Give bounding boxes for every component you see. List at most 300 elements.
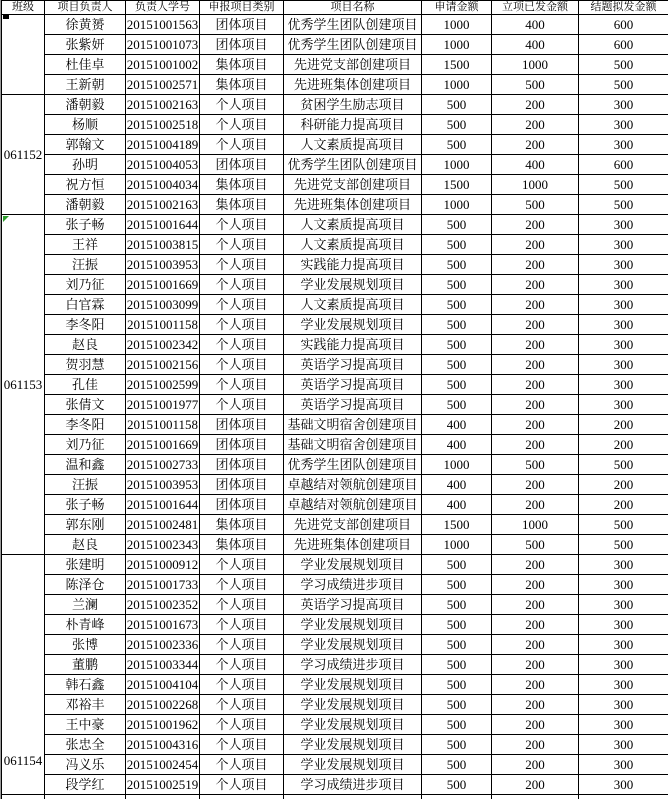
- cell-category[interactable]: 集体项目: [200, 515, 284, 535]
- cell-name[interactable]: 王祥: [45, 235, 126, 255]
- cell-category[interactable]: 个人项目: [200, 315, 284, 335]
- table-row: [2, 275, 668, 295]
- cell-category[interactable]: 团体项目: [200, 35, 284, 55]
- cell-name[interactable]: 潘朝毅: [45, 95, 126, 115]
- cell-project-name[interactable]: 学业发展规划项目: [284, 735, 422, 755]
- cell-category[interactable]: 团体项目: [200, 455, 284, 475]
- header-project-name[interactable]: 项目名称: [284, 1, 422, 15]
- cell-name[interactable]: 赵良: [45, 535, 126, 555]
- cell-project-name[interactable]: 实践能力提高项目: [284, 255, 422, 275]
- table-row: [2, 155, 668, 175]
- cell-name[interactable]: 陈泽仓: [45, 575, 126, 595]
- cell-name[interactable]: 刘乃征: [45, 275, 126, 295]
- cell-empty[interactable]: [45, 795, 126, 799]
- cell-final-amount[interactable]: 500: [579, 535, 668, 555]
- cell-student-id[interactable]: 20151002336: [126, 635, 200, 655]
- cell-category[interactable]: 个人项目: [200, 775, 284, 795]
- cell-applied-amount[interactable]: 500: [422, 395, 492, 415]
- cell-applied-amount[interactable]: 1000: [422, 455, 492, 475]
- cell-final-amount[interactable]: 300: [579, 375, 668, 395]
- cell-name[interactable]: 韩石鑫: [45, 675, 126, 695]
- cell-applied-amount[interactable]: 1000: [422, 75, 492, 95]
- cell-issued-amount[interactable]: 200: [492, 575, 579, 595]
- cell-category[interactable]: 团体项目: [200, 155, 284, 175]
- cell-empty[interactable]: [2, 795, 45, 799]
- cell-student-id[interactable]: 20151002519: [126, 775, 200, 795]
- cell-name[interactable]: 朴青峰: [45, 615, 126, 635]
- cell-name[interactable]: 杨顺: [45, 115, 126, 135]
- cell-name[interactable]: 祝方恒: [45, 175, 126, 195]
- cell-student-id[interactable]: 20151001002: [126, 55, 200, 75]
- cell-issued-amount[interactable]: 200: [492, 255, 579, 275]
- cell-applied-amount[interactable]: 500: [422, 275, 492, 295]
- cell-empty[interactable]: [579, 795, 668, 799]
- cell-final-amount[interactable]: 300: [579, 395, 668, 415]
- cell-category[interactable]: 团体项目: [200, 15, 284, 35]
- cell-category[interactable]: 个人项目: [200, 215, 284, 235]
- cell-name[interactable]: 董鹏: [45, 655, 126, 675]
- cell-applied-amount[interactable]: 500: [422, 255, 492, 275]
- cell-category[interactable]: 集体项目: [200, 55, 284, 75]
- cell-applied-amount[interactable]: 500: [422, 115, 492, 135]
- cell-applied-amount[interactable]: 500: [422, 715, 492, 735]
- cell-student-id[interactable]: 20151002518: [126, 115, 200, 135]
- cell-issued-amount[interactable]: 200: [492, 695, 579, 715]
- cell-project-name[interactable]: 英语学习提高项目: [284, 355, 422, 375]
- cell-project-name[interactable]: 先进班集体创建项目: [284, 195, 422, 215]
- cell-issued-amount[interactable]: 400: [492, 15, 579, 35]
- cell-category[interactable]: 个人项目: [200, 235, 284, 255]
- cell-applied-amount[interactable]: 1000: [422, 535, 492, 555]
- cell-class[interactable]: [2, 15, 45, 95]
- cell-student-id[interactable]: 20151001733: [126, 575, 200, 595]
- cell-name[interactable]: 张紫妍: [45, 35, 126, 55]
- cell-issued-amount[interactable]: 200: [492, 615, 579, 635]
- cell-name[interactable]: 张子畅: [45, 495, 126, 515]
- cell-final-amount[interactable]: 300: [579, 735, 668, 755]
- cell-empty[interactable]: [422, 795, 492, 799]
- cell-issued-amount[interactable]: 1000: [492, 175, 579, 195]
- cell-issued-amount[interactable]: 500: [492, 195, 579, 215]
- cell-applied-amount[interactable]: 500: [422, 695, 492, 715]
- cell-issued-amount[interactable]: 1000: [492, 55, 579, 75]
- cell-student-id[interactable]: 20151004053: [126, 155, 200, 175]
- cell-issued-amount[interactable]: 200: [492, 675, 579, 695]
- cell-student-id[interactable]: 20151002481: [126, 515, 200, 535]
- cell-category[interactable]: 个人项目: [200, 635, 284, 655]
- cell-project-name[interactable]: 科研能力提高项目: [284, 115, 422, 135]
- cell-applied-amount[interactable]: 500: [422, 655, 492, 675]
- cell-final-amount[interactable]: 300: [579, 115, 668, 135]
- cell-student-id[interactable]: 20151001563: [126, 15, 200, 35]
- cell-name[interactable]: 郭翰文: [45, 135, 126, 155]
- cell-name[interactable]: 李冬阳: [45, 415, 126, 435]
- cell-final-amount[interactable]: 300: [579, 635, 668, 655]
- header-category[interactable]: 申报项目类别: [200, 1, 284, 15]
- cell-applied-amount[interactable]: 400: [422, 475, 492, 495]
- cell-name[interactable]: 汪振: [45, 475, 126, 495]
- cell-student-id[interactable]: 20151004104: [126, 675, 200, 695]
- cell-name[interactable]: 张倩文: [45, 395, 126, 415]
- cell-project-name[interactable]: 人文素质提高项目: [284, 295, 422, 315]
- cell-project-name[interactable]: 学业发展规划项目: [284, 755, 422, 775]
- cell-issued-amount[interactable]: 1000: [492, 515, 579, 535]
- cell-applied-amount[interactable]: 500: [422, 675, 492, 695]
- cell-applied-amount[interactable]: 1000: [422, 195, 492, 215]
- cell-category[interactable]: 个人项目: [200, 595, 284, 615]
- cell-category[interactable]: 个人项目: [200, 695, 284, 715]
- cell-applied-amount[interactable]: 500: [422, 635, 492, 655]
- cell-student-id[interactable]: 20151002268: [126, 695, 200, 715]
- cell-student-id[interactable]: 20151002156: [126, 355, 200, 375]
- cell-empty[interactable]: [284, 795, 422, 799]
- cell-applied-amount[interactable]: 500: [422, 215, 492, 235]
- cell-final-amount[interactable]: 500: [579, 195, 668, 215]
- cell-issued-amount[interactable]: 400: [492, 35, 579, 55]
- cell-project-name[interactable]: 学业发展规划项目: [284, 715, 422, 735]
- cell-name[interactable]: 李冬阳: [45, 315, 126, 335]
- cell-empty[interactable]: [200, 795, 284, 799]
- cell-project-name[interactable]: 优秀学生团队创建项目: [284, 155, 422, 175]
- cell-project-name[interactable]: 学业发展规划项目: [284, 635, 422, 655]
- cell-applied-amount[interactable]: 500: [422, 295, 492, 315]
- cell-name[interactable]: 白官霖: [45, 295, 126, 315]
- cell-project-name[interactable]: 先进党支部创建项目: [284, 175, 422, 195]
- cell-student-id[interactable]: 20151002599: [126, 375, 200, 395]
- cell-student-id[interactable]: 20151004316: [126, 735, 200, 755]
- cell-name[interactable]: 兰澜: [45, 595, 126, 615]
- cell-empty[interactable]: [126, 795, 200, 799]
- cell-student-id[interactable]: 20151002343: [126, 535, 200, 555]
- cell-applied-amount[interactable]: 500: [422, 615, 492, 635]
- cell-applied-amount[interactable]: 1500: [422, 55, 492, 75]
- cell-student-id[interactable]: 20151003953: [126, 255, 200, 275]
- cell-category[interactable]: 个人项目: [200, 395, 284, 415]
- cell-student-id[interactable]: 20151002454: [126, 755, 200, 775]
- cell-applied-amount[interactable]: 500: [422, 755, 492, 775]
- cell-category[interactable]: 个人项目: [200, 275, 284, 295]
- cell-category[interactable]: 个人项目: [200, 575, 284, 595]
- cell-final-amount[interactable]: 500: [579, 455, 668, 475]
- cell-final-amount[interactable]: 200: [579, 435, 668, 455]
- cell-name[interactable]: 徐黄赟: [45, 15, 126, 35]
- cell-class[interactable]: [2, 95, 45, 215]
- cell-project-name[interactable]: 先进班集体创建项目: [284, 535, 422, 555]
- cell-final-amount[interactable]: 300: [579, 775, 668, 795]
- cell-name[interactable]: 汪振: [45, 255, 126, 275]
- cell-issued-amount[interactable]: 400: [492, 155, 579, 175]
- cell-name[interactable]: 张忠全: [45, 735, 126, 755]
- cell-issued-amount[interactable]: 200: [492, 115, 579, 135]
- cell-name[interactable]: 张博: [45, 635, 126, 655]
- header-student-id[interactable]: 负责人学号: [126, 1, 200, 15]
- cell-category[interactable]: 团体项目: [200, 435, 284, 455]
- cell-name[interactable]: 段学红: [45, 775, 126, 795]
- cell-class[interactable]: [2, 215, 45, 555]
- cell-category[interactable]: 个人项目: [200, 115, 284, 135]
- cell-issued-amount[interactable]: 200: [492, 215, 579, 235]
- cell-issued-amount[interactable]: 200: [492, 495, 579, 515]
- cell-issued-amount[interactable]: 200: [492, 335, 579, 355]
- cell-category[interactable]: 集体项目: [200, 535, 284, 555]
- cell-student-id[interactable]: 20151003953: [126, 475, 200, 495]
- cell-project-name[interactable]: 基础文明宿舍创建项目: [284, 415, 422, 435]
- cell-applied-amount[interactable]: 1000: [422, 35, 492, 55]
- cell-name[interactable]: 郭东刚: [45, 515, 126, 535]
- cell-category[interactable]: 个人项目: [200, 675, 284, 695]
- cell-category[interactable]: 个人项目: [200, 295, 284, 315]
- cell-category[interactable]: 团体项目: [200, 415, 284, 435]
- cell-student-id[interactable]: 20151001669: [126, 275, 200, 295]
- class-label: 061154: [3, 753, 43, 768]
- cell-final-amount[interactable]: 300: [579, 335, 668, 355]
- table-row: [2, 35, 668, 55]
- cell-final-amount[interactable]: 300: [579, 715, 668, 735]
- cell-final-amount[interactable]: 300: [579, 655, 668, 675]
- cell-student-id[interactable]: 20151004189: [126, 135, 200, 155]
- cell-issued-amount[interactable]: 200: [492, 315, 579, 335]
- cell-issued-amount[interactable]: 500: [492, 455, 579, 475]
- cell-student-id[interactable]: 20151002571: [126, 75, 200, 95]
- cell-issued-amount[interactable]: 200: [492, 295, 579, 315]
- cell-issued-amount[interactable]: 200: [492, 595, 579, 615]
- cell-category[interactable]: 个人项目: [200, 715, 284, 735]
- cell-student-id[interactable]: 20151002163: [126, 195, 200, 215]
- cell-issued-amount[interactable]: 200: [492, 635, 579, 655]
- cell-issued-amount[interactable]: 200: [492, 715, 579, 735]
- cell-category[interactable]: 个人项目: [200, 615, 284, 635]
- cell-category[interactable]: 集体项目: [200, 75, 284, 95]
- cell-applied-amount[interactable]: 1500: [422, 515, 492, 535]
- cell-issued-amount[interactable]: 200: [492, 415, 579, 435]
- cell-final-amount[interactable]: 300: [579, 315, 668, 335]
- cell-category[interactable]: 个人项目: [200, 375, 284, 395]
- header-issued-amount[interactable]: 立项已发金额: [492, 1, 579, 15]
- header-leader[interactable]: 项目负责人: [45, 1, 126, 15]
- cell-issued-amount[interactable]: 200: [492, 135, 579, 155]
- cell-name[interactable]: 潘朝毅: [45, 195, 126, 215]
- cell-category[interactable]: 团体项目: [200, 495, 284, 515]
- cell-final-amount[interactable]: 300: [579, 555, 668, 575]
- cell-final-amount[interactable]: 300: [579, 215, 668, 235]
- cell-applied-amount[interactable]: 1500: [422, 175, 492, 195]
- cell-final-amount[interactable]: 200: [579, 495, 668, 515]
- table-row: [2, 315, 668, 335]
- cell-name[interactable]: 冯义乐: [45, 755, 126, 775]
- cell-student-id[interactable]: 20151001073: [126, 35, 200, 55]
- cell-final-amount[interactable]: 500: [579, 175, 668, 195]
- cell-project-name[interactable]: 先进党支部创建项目: [284, 515, 422, 535]
- cell-project-name[interactable]: 学习成绩进步项目: [284, 655, 422, 675]
- cell-student-id[interactable]: 20151002342: [126, 335, 200, 355]
- cell-final-amount[interactable]: 300: [579, 595, 668, 615]
- cell-final-amount[interactable]: 600: [579, 15, 668, 35]
- cell-project-name[interactable]: 先进党支部创建项目: [284, 55, 422, 75]
- cell-final-amount[interactable]: 300: [579, 295, 668, 315]
- cell-project-name[interactable]: 卓越结对领航创建项目: [284, 495, 422, 515]
- cell-category[interactable]: 个人项目: [200, 735, 284, 755]
- cell-issued-amount[interactable]: 200: [492, 95, 579, 115]
- cell-final-amount[interactable]: 300: [579, 755, 668, 775]
- cell-student-id[interactable]: 20151001962: [126, 715, 200, 735]
- cell-category[interactable]: 个人项目: [200, 755, 284, 775]
- header-final-amount[interactable]: 结题拟发金额: [579, 1, 668, 15]
- cell-student-id[interactable]: 20151001669: [126, 435, 200, 455]
- cell-category[interactable]: 个人项目: [200, 255, 284, 275]
- cell-issued-amount[interactable]: 200: [492, 275, 579, 295]
- cell-issued-amount[interactable]: 200: [492, 235, 579, 255]
- cell-name[interactable]: 贺羽慧: [45, 355, 126, 375]
- cell-applied-amount[interactable]: 500: [422, 575, 492, 595]
- cell-category[interactable]: 团体项目: [200, 475, 284, 495]
- cell-student-id[interactable]: 20151003344: [126, 655, 200, 675]
- cell-student-id[interactable]: 20151003815: [126, 235, 200, 255]
- cell-project-name[interactable]: 实践能力提高项目: [284, 335, 422, 355]
- cell-applied-amount[interactable]: 1000: [422, 15, 492, 35]
- cell-name[interactable]: 王新朝: [45, 75, 126, 95]
- table-row: [2, 235, 668, 255]
- cell-project-name[interactable]: 学业发展规划项目: [284, 315, 422, 335]
- cell-final-amount[interactable]: 300: [579, 675, 668, 695]
- cell-applied-amount[interactable]: 500: [422, 315, 492, 335]
- cell-name[interactable]: 孔佳: [45, 375, 126, 395]
- cell-issued-amount[interactable]: 200: [492, 355, 579, 375]
- cell-project-name[interactable]: 学业发展规划项目: [284, 695, 422, 715]
- cell-final-amount[interactable]: 200: [579, 415, 668, 435]
- cell-student-id[interactable]: 20151001158: [126, 315, 200, 335]
- cell-project-name[interactable]: 基础文明宿舍创建项目: [284, 435, 422, 455]
- cell-project-name[interactable]: 人文素质提高项目: [284, 215, 422, 235]
- cell-issued-amount[interactable]: 200: [492, 755, 579, 775]
- cell-final-amount[interactable]: 300: [579, 235, 668, 255]
- cell-project-name[interactable]: 卓越结对领航创建项目: [284, 475, 422, 495]
- cell-project-name[interactable]: 学业发展规划项目: [284, 675, 422, 695]
- cell-project-name[interactable]: 人文素质提高项目: [284, 235, 422, 255]
- cell-category[interactable]: 个人项目: [200, 335, 284, 355]
- cell-project-name[interactable]: 人文素质提高项目: [284, 135, 422, 155]
- cell-final-amount[interactable]: 300: [579, 135, 668, 155]
- table-row: [2, 575, 668, 595]
- cell-applied-amount[interactable]: 500: [422, 95, 492, 115]
- cell-applied-amount[interactable]: 500: [422, 595, 492, 615]
- cell-category[interactable]: 个人项目: [200, 555, 284, 575]
- header-applied-amount[interactable]: 申请金额: [422, 1, 492, 15]
- cell-student-id[interactable]: 20151002352: [126, 595, 200, 615]
- cell-project-name[interactable]: 学习成绩进步项目: [284, 575, 422, 595]
- cell-final-amount[interactable]: 300: [579, 615, 668, 635]
- cell-student-id[interactable]: 20151002163: [126, 95, 200, 115]
- cell-issued-amount[interactable]: 200: [492, 655, 579, 675]
- cell-final-amount[interactable]: 500: [579, 515, 668, 535]
- cell-final-amount[interactable]: 600: [579, 35, 668, 55]
- cell-final-amount[interactable]: 300: [579, 355, 668, 375]
- cell-issued-amount[interactable]: 200: [492, 375, 579, 395]
- cell-name[interactable]: 杜佳卓: [45, 55, 126, 75]
- cell-project-name[interactable]: 学业发展规划项目: [284, 615, 422, 635]
- cell-final-amount[interactable]: 300: [579, 255, 668, 275]
- cell-applied-amount[interactable]: 500: [422, 555, 492, 575]
- cell-name[interactable]: 赵良: [45, 335, 126, 355]
- cell-applied-amount[interactable]: 500: [422, 235, 492, 255]
- cell-name[interactable]: 王中豪: [45, 715, 126, 735]
- cell-student-id[interactable]: 20151001644: [126, 495, 200, 515]
- cell-category[interactable]: 个人项目: [200, 655, 284, 675]
- cell-project-name[interactable]: 英语学习提高项目: [284, 595, 422, 615]
- cell-final-amount[interactable]: 500: [579, 75, 668, 95]
- cell-name[interactable]: 邓裕丰: [45, 695, 126, 715]
- cell-name[interactable]: 温和鑫: [45, 455, 126, 475]
- cell-applied-amount[interactable]: 500: [422, 375, 492, 395]
- cell-final-amount[interactable]: 300: [579, 575, 668, 595]
- cell-name[interactable]: 张子畅: [45, 215, 126, 235]
- cell-student-id[interactable]: 20151001158: [126, 415, 200, 435]
- cell-project-name[interactable]: 先进班集体创建项目: [284, 75, 422, 95]
- cell-class[interactable]: [2, 555, 45, 795]
- cell-student-id[interactable]: 20151001673: [126, 615, 200, 635]
- cell-applied-amount[interactable]: 1000: [422, 155, 492, 175]
- header-class[interactable]: 班级: [2, 1, 45, 15]
- cell-project-name[interactable]: 学业发展规划项目: [284, 275, 422, 295]
- cell-student-id[interactable]: 20151000912: [126, 555, 200, 575]
- cell-applied-amount[interactable]: 500: [422, 135, 492, 155]
- cell-applied-amount[interactable]: 400: [422, 435, 492, 455]
- cell-name[interactable]: 刘乃征: [45, 435, 126, 455]
- cell-project-name[interactable]: 学业发展规划项目: [284, 555, 422, 575]
- cell-applied-amount[interactable]: 400: [422, 415, 492, 435]
- cell-category[interactable]: 个人项目: [200, 355, 284, 375]
- cell-student-id[interactable]: 20151004034: [126, 175, 200, 195]
- cell-final-amount[interactable]: 600: [579, 155, 668, 175]
- cell-applied-amount[interactable]: 500: [422, 355, 492, 375]
- cell-student-id[interactable]: 20151001977: [126, 395, 200, 415]
- cell-category[interactable]: 个人项目: [200, 95, 284, 115]
- cell-student-id[interactable]: 20151003099: [126, 295, 200, 315]
- cell-project-name[interactable]: 英语学习提高项目: [284, 375, 422, 395]
- cell-final-amount[interactable]: 300: [579, 275, 668, 295]
- cell-project-name[interactable]: 贫困学生励志项目: [284, 95, 422, 115]
- cell-issued-amount[interactable]: 200: [492, 775, 579, 795]
- cell-project-name[interactable]: 优秀学生团队创建项目: [284, 35, 422, 55]
- cell-issued-amount[interactable]: 200: [492, 395, 579, 415]
- cell-final-amount[interactable]: 300: [579, 95, 668, 115]
- cell-category[interactable]: 集体项目: [200, 175, 284, 195]
- cell-final-amount[interactable]: 300: [579, 695, 668, 715]
- cell-issued-amount[interactable]: 500: [492, 75, 579, 95]
- cell-applied-amount[interactable]: 500: [422, 735, 492, 755]
- cell-name[interactable]: 孙明: [45, 155, 126, 175]
- cell-issued-amount[interactable]: 200: [492, 735, 579, 755]
- cell-student-id[interactable]: 20151001644: [126, 215, 200, 235]
- cell-name[interactable]: 张建明: [45, 555, 126, 575]
- cell-final-amount[interactable]: 200: [579, 475, 668, 495]
- cell-issued-amount[interactable]: 200: [492, 555, 579, 575]
- cell-issued-amount[interactable]: 200: [492, 475, 579, 495]
- cell-empty[interactable]: [492, 795, 579, 799]
- cell-applied-amount[interactable]: 500: [422, 335, 492, 355]
- cell-project-name[interactable]: 英语学习提高项目: [284, 395, 422, 415]
- cell-issued-amount[interactable]: 200: [492, 435, 579, 455]
- cell-project-name[interactable]: 优秀学生团队创建项目: [284, 15, 422, 35]
- cell-category[interactable]: 集体项目: [200, 195, 284, 215]
- cell-project-name[interactable]: 优秀学生团队创建项目: [284, 455, 422, 475]
- cell-issued-amount[interactable]: 500: [492, 535, 579, 555]
- cell-final-amount[interactable]: 500: [579, 55, 668, 75]
- cell-project-name[interactable]: 学习成绩进步项目: [284, 775, 422, 795]
- cell-student-id[interactable]: 20151002733: [126, 455, 200, 475]
- cell-applied-amount[interactable]: 500: [422, 775, 492, 795]
- cell-applied-amount[interactable]: 400: [422, 495, 492, 515]
- cell-category[interactable]: 个人项目: [200, 135, 284, 155]
